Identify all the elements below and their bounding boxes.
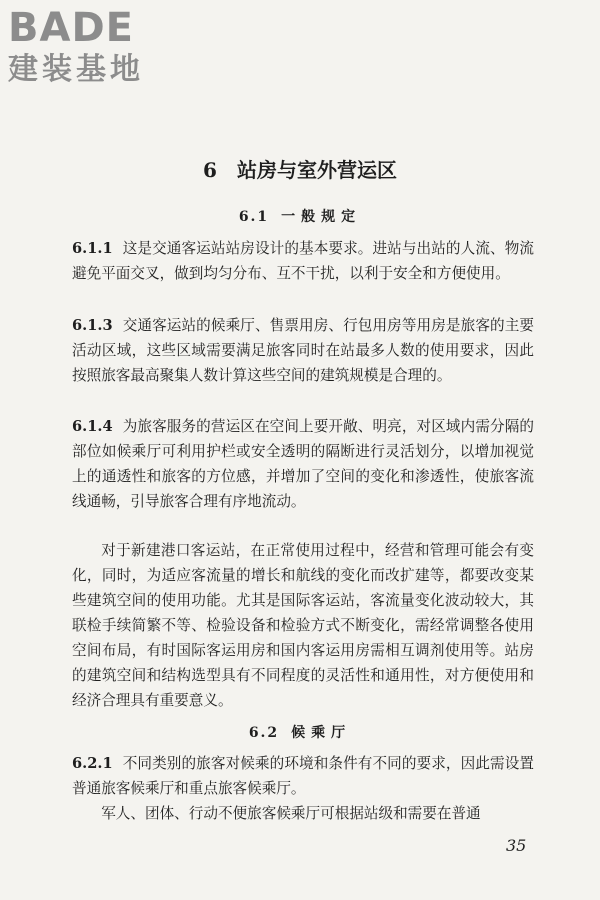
clause-text: 交通客运站的候乘厅、售票用房、行包用房等用房是旅客的主要活动区域，这些区域需要满足旅客同时在站最多人数的使用要求，因此按照旅客最高聚集人数计算这些空间的建筑规模是合理的。 bbox=[72, 317, 534, 384]
chapter-title bbox=[0, 154, 600, 183]
clause-text: 为旅客服务的营运区在空间上要开敞、明亮，对区域内需分隔的部位如候乘厅可利用护栏或安全透明的隔断进行灵活划分，以增加视觉上的通透性和旅客的方位感，并增加了空间的变化和渗透性，使旅客流线通畅，引导旅客合理有序地流动。 bbox=[72, 418, 534, 510]
section-heading-6-2 bbox=[0, 722, 600, 742]
logo-brand-text: BADE bbox=[8, 5, 134, 51]
clause-6-1-3 bbox=[72, 313, 534, 388]
chapter-number: 6 bbox=[203, 158, 217, 182]
clause-text: 不同类别的旅客对候乘的环境和条件有不同的要求，因此需设置普通旅客候乘厅和重点旅客候乘厅。 bbox=[72, 755, 534, 797]
clause-6-1-4 bbox=[72, 414, 534, 514]
section-title: 候乘厅 bbox=[291, 725, 352, 741]
publisher-logo bbox=[8, 6, 144, 88]
logo-subtitle-text: 建装基地 bbox=[8, 52, 144, 87]
page-number: 35 bbox=[506, 836, 527, 855]
section-title: 一般规定 bbox=[281, 209, 362, 225]
paragraph-continuation: 军人、团体、行动不便旅客候乘厅可根据站级和需要在普通 bbox=[101, 805, 481, 822]
section-number: 6.1 bbox=[238, 209, 270, 225]
chapter-title-text: 站房与室外营运区 bbox=[236, 158, 397, 182]
clause-text: 这是交通客运站站房设计的基本要求。进站与出站的人流、物流避免平面交叉，做到均匀分布、互不干扰，以利于安全和方便使用。 bbox=[72, 240, 534, 282]
clause-number: 6.1.1 bbox=[72, 240, 113, 257]
clause-number: 6.1.3 bbox=[72, 317, 113, 334]
section-heading-6-1 bbox=[0, 206, 600, 226]
section-number: 6.2 bbox=[248, 725, 280, 741]
clause-number: 6.1.4 bbox=[72, 418, 113, 435]
clause-number: 6.2.1 bbox=[72, 755, 113, 772]
paragraph-continuation: 对于新建港口客运站，在正常使用过程中，经营和管理可能会有变化，同时，为适应客流量的增长和航线的变化而改扩建等，都要改变某些建筑空间的使用功能。尤其是国际客运站，客流量变化波动较大，其联检手续简繁不等、检验设备和检验方式不断变化，需经常调整各使用空间布局，有时国际客运用房和国内客运用房需相互调剂使用等。站房的建筑空间和结构选型具有不同程度的灵活性和通用性，对方便使用和经济合理具有重要意义。 bbox=[72, 542, 534, 709]
clause-6-1-1 bbox=[72, 236, 534, 286]
clause-6-2-1 bbox=[72, 751, 534, 801]
